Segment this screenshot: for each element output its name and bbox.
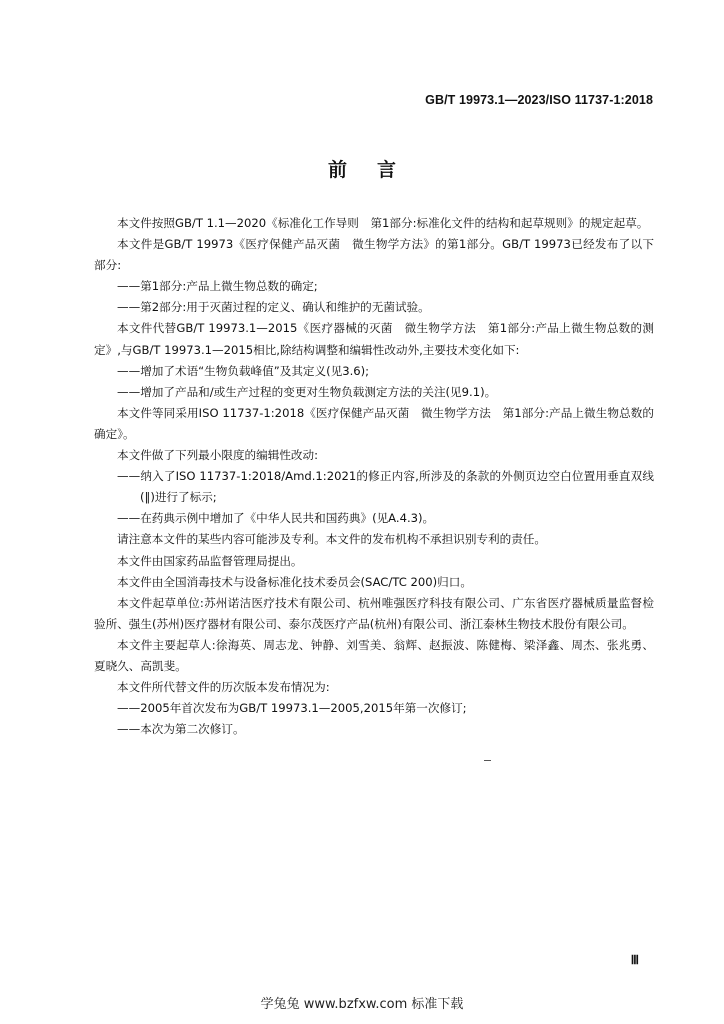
paragraph: 本文件等同采用ISO 11737-1:2018《医疗保健产品灭菌 微生物学方法 第1部分:产品上微生物总数的确定》。 [94,405,654,441]
paragraph: 请注意本文件的某些内容可能涉及专利。本文件的发布机构不承担识别专利的责任。 [117,532,546,547]
paragraph: 本文件由国家药品监督管理局提出。 [117,553,303,568]
paragraph: 本文件是GB/T 19973《医疗保健产品灭菌 微生物学方法》的第1部分。GB/T 19973已经发布了以下部分: [94,237,654,273]
paragraph: 本文件按照GB/T 1.1—2020《标准化工作导则 第1部分:标准化文件的结构和起草规则》的规定起草。 [117,216,649,230]
paragraph: 本文件起草单位:苏州诺洁医疗技术有限公司、杭州唯强医疗科技有限公司、广东省医疗器械质量监督检验所、强生(苏州)医疗器材有限公司、泰尔茂医疗产品(杭州)有限公司、浙江泰林生物技术股份有限公司。 [94,595,654,631]
footer-watermark: 学兔兔 www.bzfxw.com 标准下载 [260,997,464,1012]
list-item: ——增加了产品和/或生产过程的变更对生物负载测定方法的关注(见9.1)。 [117,384,497,399]
paragraph: 本文件由全国消毒技术与设备标准化技术委员会(SAC/TC 200)归口。 [117,574,472,589]
list-item: ——增加了术语“生物负载峰值”及其定义(见3.6); [117,363,370,378]
list-item: ——本次为第二次修订。 [117,722,245,737]
divider-mark [484,760,491,761]
list-item: ——纳入了ISO 11737-1:2018/Amd.1:2021的修正内容,所涉及的条款的外侧页边空白位置用垂直双线(‖)进行了标示; [117,469,654,505]
foreword-body [94,213,654,740]
paragraph: 本文件代替GB/T 19973.1—2015《医疗器械的灭菌 微生物学方法 第1部分:产品上微生物总数的测定》,与GB/T 19973.1—2015相比,除结构调整和编辑性改动外,主要技术变化如下: [94,321,654,357]
standard-code: GB/T 19973.1—2023/ISO 11737-1:2018 [425,93,653,107]
paragraph: 本文件做了下列最小限度的编辑性改动: [117,448,319,463]
list-item: ——在药典示例中增加了《中华人民共和国药典》(见A.4.3)。 [117,511,435,526]
list-item: ——第2部分:用于灭菌过程的定义、确认和维护的无菌试验。 [117,300,430,315]
list-item: ——2005年首次发布为GB/T 19973.1—2005,2015年第一次修订; [117,701,467,716]
paragraph: 本文件主要起草人:徐海英、周志龙、钟静、刘雪美、翁辉、赵振波、陈健梅、梁泽鑫、周杰、张兆勇、夏晓久、高凯斐。 [94,637,654,673]
list-item: ——第1部分:产品上微生物总数的确定; [117,279,318,294]
page-number: Ⅲ [630,953,639,967]
paragraph: 本文件所代替文件的历次版本发布情况为: [117,680,330,695]
page-title: 前言 [327,159,426,181]
